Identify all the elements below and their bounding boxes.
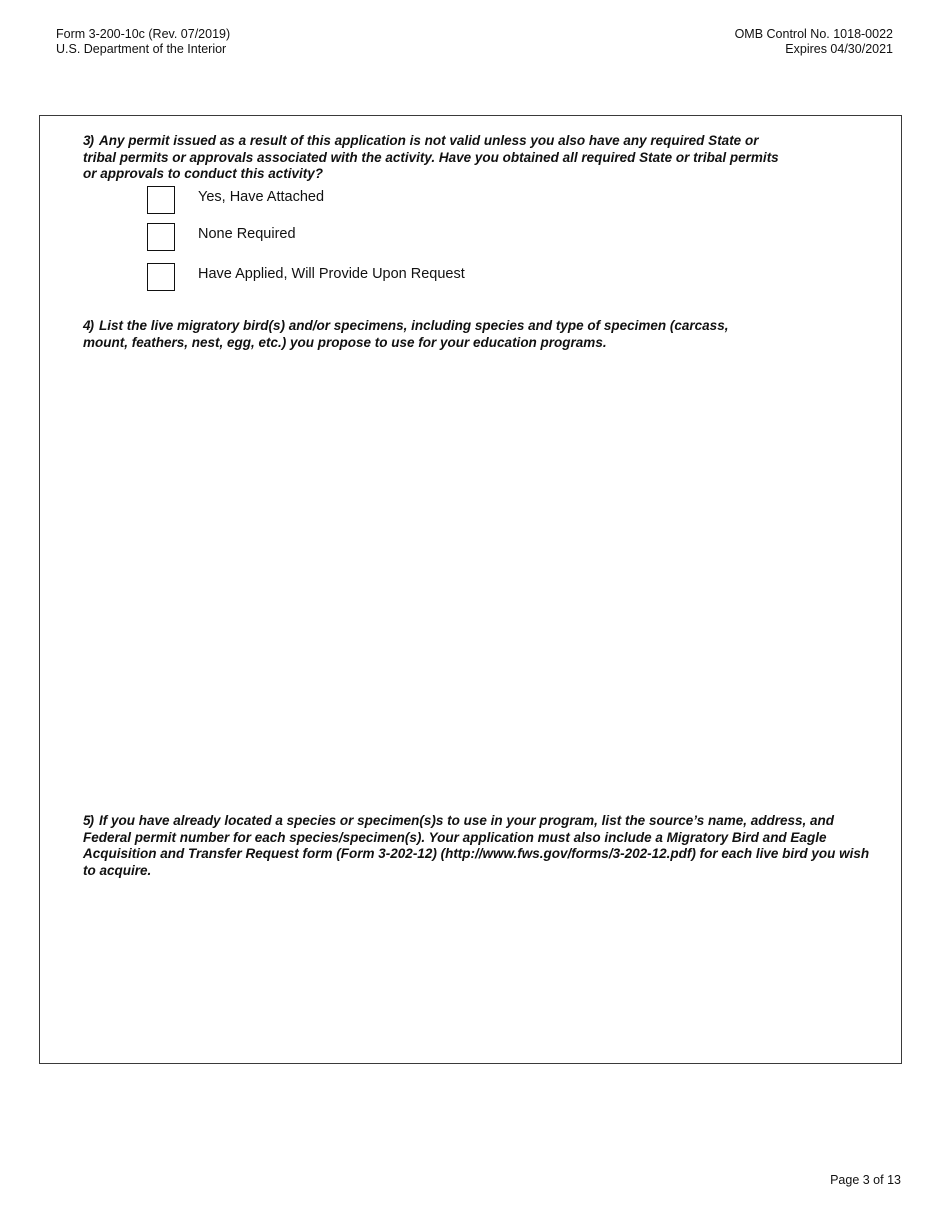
department-name: U.S. Department of the Interior [56,42,227,56]
question-5-number: 5) [83,813,94,828]
question-4-text: List the live migratory bird(s) and/or specimens, including species and type of specimen (carcass, mount, feathers, nest, egg, etc.) you propose to use for your education programs. [83,318,729,350]
question-5 [83,813,873,879]
expiration-date: Expires 04/30/2021 [785,42,893,56]
option-label: Have Applied, Will Provide Upon Request [198,266,465,282]
checkbox-none-required[interactable] [147,223,175,251]
checkbox-yes-have-attached[interactable] [147,186,175,214]
question-4 [83,318,773,351]
option-label: None Required [198,226,296,242]
question-5-answer-field[interactable] [83,888,873,1053]
question-3 [83,133,783,183]
omb-control-number: OMB Control No. 1018-0022 [734,27,893,41]
header-right [735,27,893,57]
question-3-text: Any permit issued as a result of this application is not valid unless you also have any required State or tribal permits or approvals associated with the activity. Have you obtained all required State or tribal permits or approvals to conduct this activity? [83,133,779,182]
question-5-text: If you have already located a species or specimen(s)s to use in your program, list the source’s name, address, and Federal permit number for each species/specimen(s). Your application must also include a Migratory Bird and Eagle Acquisition and Transfer Request form (Form 3-202-12) (http://www.fws.gov/forms/3-202-12.pdf) for each live bird you wish to acquire. [83,813,870,878]
question-4-answer-field[interactable] [83,358,873,798]
page-number: Page 3 of 13 [830,1173,901,1187]
question-4-number: 4) [83,318,94,333]
form-section-frame [39,115,902,1064]
question-3-number: 3) [83,133,94,148]
option-label: Yes, Have Attached [198,189,325,205]
form-number: Form 3-200-10c (Rev. 07/2019) [56,27,231,41]
checkbox-have-applied[interactable] [147,263,175,291]
header-left [56,27,230,57]
